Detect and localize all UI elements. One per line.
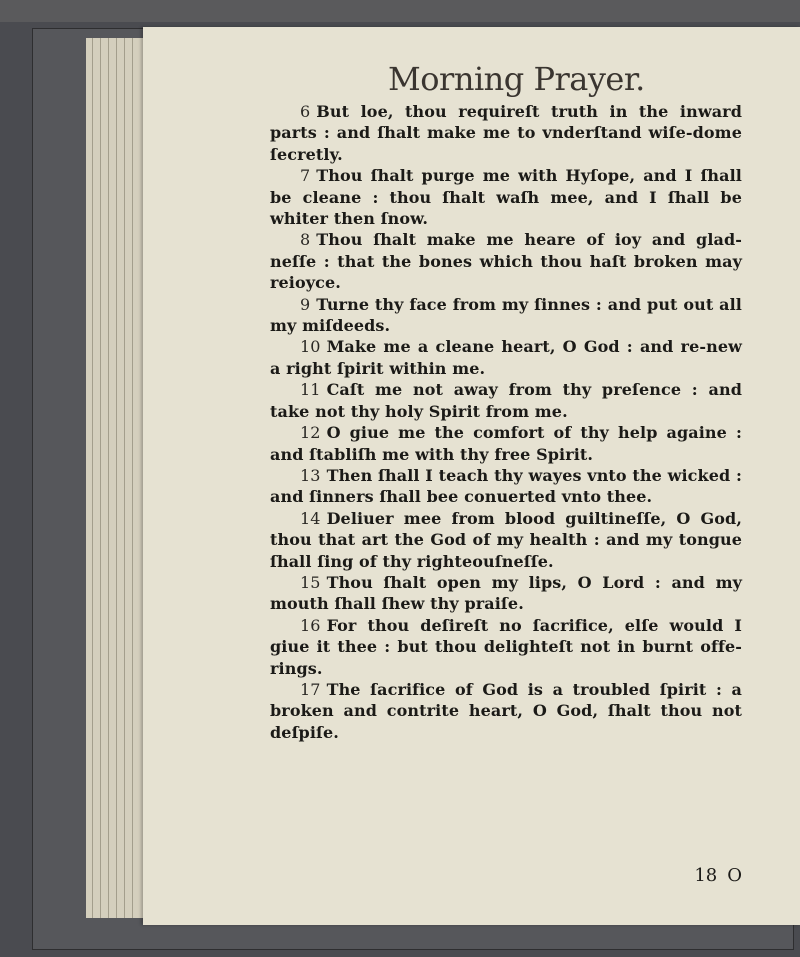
verse — [270, 508, 742, 572]
verse-number: 16 — [300, 615, 321, 635]
page-edge-line — [132, 38, 133, 918]
verse-number: 13 — [300, 465, 321, 485]
verse — [270, 679, 742, 743]
verse-number: 8 — [300, 230, 311, 250]
verse — [270, 336, 742, 379]
page-edge-line — [92, 38, 93, 918]
verse-number: 17 — [300, 679, 321, 699]
verse-text: Deliuer mee from blood guiltineſſe, O God, thou that art the God of my health : and my tongue ſhall ſing of thy righteouſneſſe. — [270, 508, 742, 571]
verse-number: 6 — [300, 102, 311, 121]
verse-number: 14 — [300, 508, 321, 528]
page-edge-line — [100, 38, 101, 918]
verse-number: 15 — [300, 572, 321, 592]
verse-text: Make me a cleane heart, O God : and re-new a right ſpirit within me. — [270, 337, 742, 378]
verse-text: Thou ſhalt open my lips, O Lord : and my mouth ſhall ſhew thy praiſe. — [270, 572, 742, 614]
verse — [270, 615, 742, 679]
verse — [270, 229, 742, 293]
book-cover-top — [0, 0, 800, 22]
verse-text: Turne thy face from my ſinnes : and put out all my miſdeeds. — [270, 294, 742, 336]
verse — [270, 165, 742, 229]
page-footer — [684, 865, 742, 886]
verse-text: Caſt me not away from thy preſence : and take not thy holy Spirit from me. — [270, 380, 742, 421]
verse-text: But loe, thou requireſt truth in the inward parts : and ſhalt make me to vnderſtand wiſe-dome ſecretly. — [270, 102, 742, 164]
verse — [270, 422, 742, 465]
verse — [270, 294, 742, 337]
verse — [270, 465, 742, 508]
page-edge-line — [124, 38, 125, 918]
verse-number: 9 — [300, 294, 311, 314]
verse-text: O giue me the comfort of thy help againe : and ſtabliſh me with thy free Spirit. — [270, 423, 742, 464]
verse-text: Thou ſhalt purge me with Hyſope, and I ſhall be cleane : thou ſhalt waſh mee, and I ſhall be whiter then ſnow. — [270, 166, 742, 229]
verse — [270, 572, 742, 615]
verse-text: Thou ſhalt make me heare of ioy and glad-neſſe : that the bones which thou haſt broken may reioyce. — [270, 230, 742, 293]
verse — [270, 379, 742, 422]
page-edge-line — [116, 38, 117, 918]
verse-number: 12 — [300, 423, 321, 443]
catchword: O — [727, 865, 742, 886]
verse-number: 7 — [300, 166, 311, 186]
verse-number: 10 — [300, 337, 321, 357]
verse-text: Then ſhall I teach thy wayes vnto the wicked : and ſinners ſhall bee conuerted vnto thee. — [270, 465, 742, 507]
psalm-text — [270, 101, 742, 743]
verse-number: 11 — [300, 380, 321, 400]
book-page — [143, 27, 800, 925]
verse-text: The ſacrifice of God is a troubled ſpirit : a broken and contrite heart, O God, ſhalt thou not deſpiſe. — [270, 679, 742, 742]
page-edge-line — [108, 38, 109, 918]
running-header: Morning Prayer. — [388, 60, 645, 98]
page-number: 18 — [694, 865, 718, 886]
verse — [270, 101, 742, 165]
verse-text: For thou deſireſt no ſacrifice, elſe would I giue it thee : but thou delighteſt not in burnt offe-rings. — [270, 615, 742, 678]
